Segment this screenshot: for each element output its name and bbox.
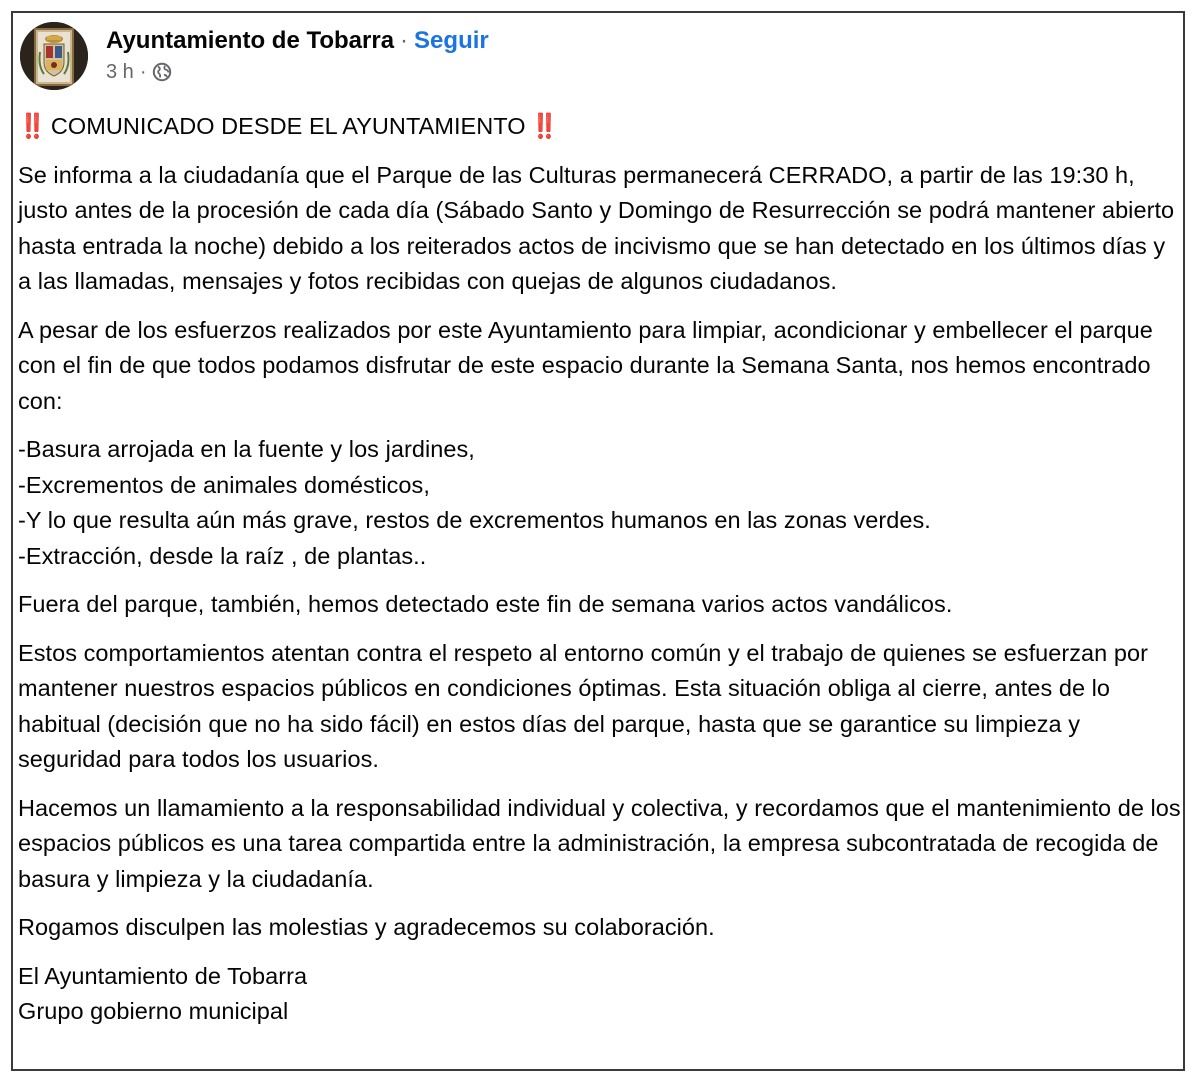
post-heading [18,109,1182,145]
post-paragraph-4: Estos comportamientos atentan contra el respeto al entorno común y el trabajo de quienes se esfuerzan por mantener nuestros espacios públicos en condiciones óptimas. Esta situación obliga al cierre, antes de lo habitual (decisión que no ha sido fácil) en estos días del parque, hasta que se garantice su limpieza y seguridad para todos los usuarios. [18,639,1148,772]
post-paragraph-5: Hacemos un llamamiento a la responsabilidad individual y colectiva, y recordamos que el mantenimiento de los espacios públicos es una tarea compartida entre la administración, la empresa subcontratada de recogida de basura y limpieza y la ciudadanía. [18,794,1181,892]
post-author-row [106,26,489,56]
post-list: -Basura arrojada en la fuente y los jardines, -Excrementos de animales domésticos, -Y lo que resulta aún más grave, restos de excrementos humanos en las zonas verdes. -Extracción, desde la raíz , de plantas.. [18,436,931,569]
coat-of-arms-icon [20,22,88,90]
post-timestamp-row [106,60,489,84]
post-body [18,109,1182,1043]
page-name-link[interactable]: Ayuntamiento de Tobarra [106,27,395,54]
post-header [20,22,489,92]
post-timestamp[interactable]: 3 h [106,61,134,83]
post-heading-text: COMUNICADO DESDE EL AYUNTAMIENTO [50,113,526,139]
post-paragraph-6: Rogamos disculpen las molestias y agradecemos su colaboración. [18,914,715,940]
post-card [11,11,1185,1071]
timestamp-separator: · [139,61,147,83]
post-meta [106,22,489,84]
post-paragraph-1: Se informa a la ciudadanía que el Parque de las Culturas permanecerá CERRADO, a partir de las 19:30 h, justo antes de la procesión de cada día (Sábado Santo y Domingo de Resurrección se podrá mantener abierto hasta entrada la noche) debido a los reiterados actos de incivismo que se han detectado en los últimos días y a las llamadas, mensajes y fotos recibidas con quejas de algunos ciudadanos. [18,161,1175,294]
post-paragraph-2: A pesar de los esfuerzos realizados por este Ayuntamiento para limpiar, acondicionar y embellecer el parque con el fin de que todos podamos disfrutar de este espacio durante la Semana Santa, nos hemos encontrado con: [18,316,1153,414]
page-avatar[interactable] [20,22,88,90]
post-signature: El Ayuntamiento de Tobarra Grupo gobierno municipal [18,962,308,1024]
post-paragraph-3: Fuera del parque, también, hemos detectado este fin de semana varios actos vandálicos. [18,591,953,617]
double-exclamation-emoji-right: ‼️ [530,113,556,140]
author-separator: · [400,27,409,54]
follow-button[interactable]: Seguir [414,27,489,54]
globe-icon[interactable] [152,62,172,82]
double-exclamation-emoji-left: ‼️ [19,113,44,140]
